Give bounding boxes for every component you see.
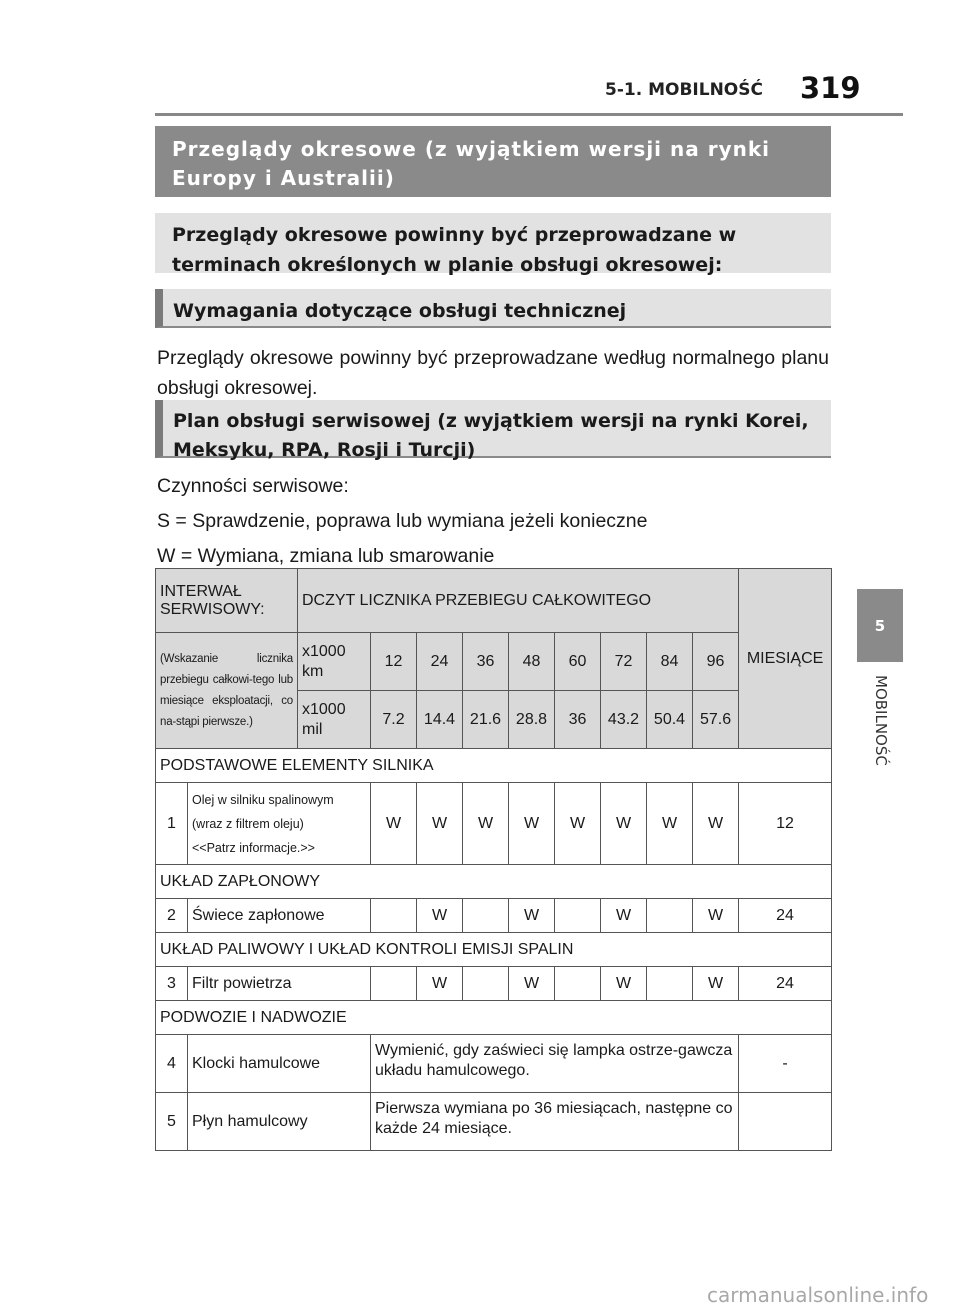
km-value: 72 — [601, 633, 647, 691]
item-name: Płyn hamulcowy — [188, 1093, 371, 1151]
legend-s: S = Sprawdzenie, poprawa lub wymiana jeżeli konieczne — [157, 510, 648, 532]
mil-value: 57.6 — [693, 691, 739, 749]
km-unit: x1000 km — [298, 633, 371, 691]
item-number: 2 — [156, 899, 188, 933]
km-value: 60 — [555, 633, 601, 691]
chapter-tab — [857, 589, 903, 662]
service-mark: W — [509, 899, 555, 933]
km-value: 48 — [509, 633, 555, 691]
km-value: 12 — [371, 633, 417, 691]
legend-title: Czynności serwisowe: — [157, 475, 349, 497]
service-mark: W — [509, 967, 555, 1001]
service-mark — [463, 899, 509, 933]
mil-value: 36 — [555, 691, 601, 749]
intro-band: Przeglądy okresowe powinny być przeprowadzane w terminach określonych w planie obsługi okresowej: — [155, 213, 831, 273]
item-months: 24 — [739, 899, 832, 933]
section-title-band: Przeglądy okresowe (z wyjątkiem wersji na rynki Europy i Australii) — [155, 126, 831, 197]
plan-heading: Plan obsługi serwisowej (z wyjątkiem wersji na rynki Korei, Meksyku, RPA, Rosji i Turcji) — [155, 400, 831, 458]
service-mark: W — [417, 783, 463, 865]
item-name-line: Olej w silniku spalinowym — [192, 792, 334, 807]
service-mark — [555, 899, 601, 933]
service-mark: W — [509, 783, 555, 865]
item-months: 24 — [739, 967, 832, 1001]
maintenance-schedule-table — [155, 568, 832, 1151]
section-chassis: PODWOZIE I NADWOZIE — [156, 1001, 832, 1035]
mil-value: 14.4 — [417, 691, 463, 749]
table-row — [156, 967, 832, 1001]
odometer-label: DCZYT LICZNIKA PRZEBIEGU CAŁKOWITEGO — [298, 569, 739, 633]
header-divider — [155, 113, 903, 116]
service-mark — [647, 967, 693, 1001]
item-number: 1 — [156, 783, 188, 865]
service-mark — [463, 967, 509, 1001]
km-row — [156, 633, 832, 691]
item-months: - — [739, 1035, 832, 1093]
service-mark — [647, 899, 693, 933]
legend-w: W = Wymiana, zmiana lub smarowanie — [157, 545, 495, 567]
km-value: 84 — [647, 633, 693, 691]
section-fuel: UKŁAD PALIWOWY I UKŁAD KONTROLI EMISJI SPALIN — [156, 933, 832, 967]
interval-label: INTERWAŁ SERWISOWY: — [156, 569, 298, 633]
service-legend — [157, 469, 829, 574]
table-row — [156, 899, 832, 933]
mil-value: 7.2 — [371, 691, 417, 749]
section-row — [156, 865, 832, 899]
item-name-line: <<Patrz informacje.>> — [192, 840, 315, 855]
service-mark: W — [693, 783, 739, 865]
header-row — [156, 569, 832, 633]
section-row — [156, 933, 832, 967]
section-row — [156, 1001, 832, 1035]
item-number: 5 — [156, 1093, 188, 1151]
section-ignition: UKŁAD ZAPŁONOWY — [156, 865, 832, 899]
watermark: carmanualsonline.info — [707, 1283, 929, 1307]
service-mark: W — [601, 967, 647, 1001]
item-name — [188, 783, 371, 865]
section-row — [156, 749, 832, 783]
item-instruction: Pierwsza wymiana po 36 miesiącach, następne co każde 24 miesiące. — [371, 1093, 739, 1151]
service-mark: W — [601, 783, 647, 865]
km-value: 96 — [693, 633, 739, 691]
km-value: 36 — [463, 633, 509, 691]
service-mark: W — [417, 899, 463, 933]
service-mark: W — [693, 967, 739, 1001]
service-mark: W — [647, 783, 693, 865]
service-mark — [371, 967, 417, 1001]
km-value: 24 — [417, 633, 463, 691]
mil-unit: x1000 mil — [298, 691, 371, 749]
item-name-line: (wraz z filtrem oleju) — [192, 816, 304, 831]
service-mark — [371, 899, 417, 933]
service-mark: W — [417, 967, 463, 1001]
item-number: 4 — [156, 1035, 188, 1093]
item-months: 12 — [739, 783, 832, 865]
interval-note: (Wskazanie licznika przebiegu całkowi-tego lub miesiące eksploatacji, co na-stąpi pierwsze.) — [156, 633, 298, 749]
chapter-number: 5 — [874, 616, 886, 635]
page-number: 319 — [800, 71, 861, 105]
requirements-text: Przeglądy okresowe powinny być przeprowadzane według normalnego planu obsługi okresowej. — [157, 347, 829, 399]
service-mark: W — [693, 899, 739, 933]
item-name: Klocki hamulcowe — [188, 1035, 371, 1093]
mil-value: 43.2 — [601, 691, 647, 749]
mil-value: 21.6 — [463, 691, 509, 749]
mil-value: 50.4 — [647, 691, 693, 749]
table-row — [156, 783, 832, 865]
months-label: MIESIĄCE — [739, 569, 832, 749]
section-engine: PODSTAWOWE ELEMENTY SILNIKA — [156, 749, 832, 783]
item-number: 3 — [156, 967, 188, 1001]
service-mark — [555, 967, 601, 1001]
item-name: Filtr powietrza — [188, 967, 371, 1001]
table-row — [156, 1093, 832, 1151]
item-name: Świece zapłonowe — [188, 899, 371, 933]
mil-value: 28.8 — [509, 691, 555, 749]
item-months — [739, 1093, 832, 1151]
service-mark: W — [555, 783, 601, 865]
section-header: 5-1. MOBILNOŚĆ — [605, 80, 763, 100]
service-mark: W — [463, 783, 509, 865]
chapter-label: MOBILNOŚĆ — [872, 675, 890, 766]
service-mark: W — [371, 783, 417, 865]
item-instruction: Wymienić, gdy zaświeci się lampka ostrze-gawcza układu hamulcowego. — [371, 1035, 739, 1093]
requirements-heading: Wymagania dotyczące obsługi technicznej — [155, 289, 831, 328]
service-mark: W — [601, 899, 647, 933]
table-row — [156, 1035, 832, 1093]
